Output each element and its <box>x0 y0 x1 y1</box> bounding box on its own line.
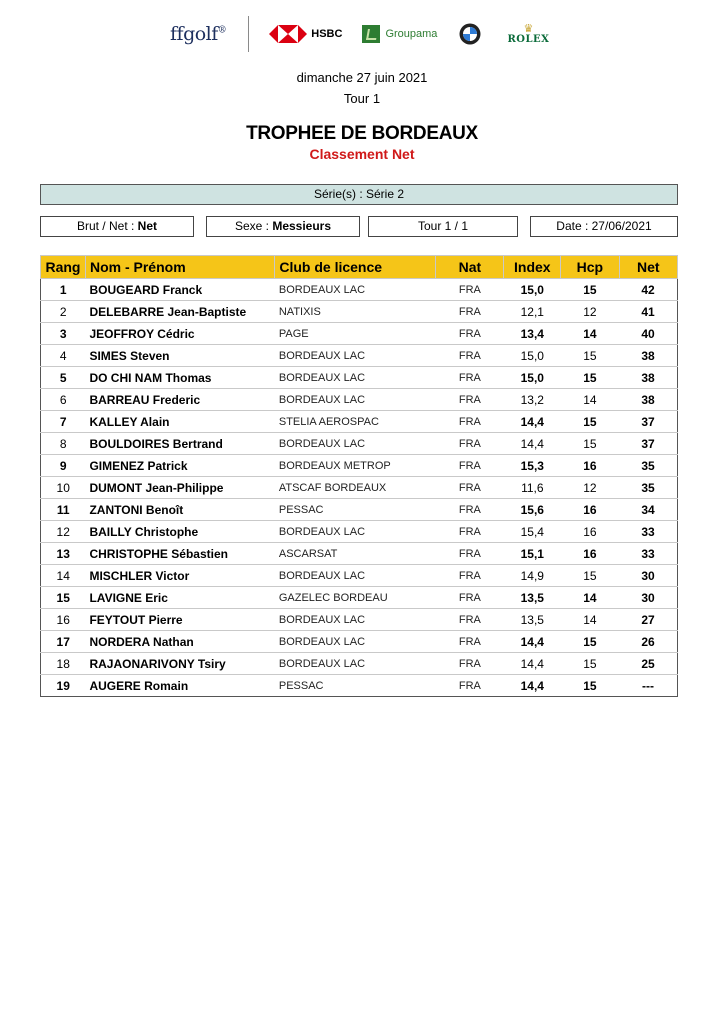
cell-index: 14,4 <box>504 411 561 433</box>
page-subtitle: Classement Net <box>309 146 415 162</box>
cell-name: FEYTOUT Pierre <box>85 609 274 631</box>
cell-rang: 8 <box>41 433 86 455</box>
cell-club: BORDEAUX LAC <box>275 631 436 653</box>
cell-nat: FRA <box>436 411 504 433</box>
bmw-logo-icon <box>459 23 481 45</box>
cell-hcp: 15 <box>561 653 619 675</box>
cell-club: ATSCAF BORDEAUX <box>275 477 436 499</box>
cell-nat: FRA <box>436 543 504 565</box>
cell-net: 40 <box>619 323 677 345</box>
cell-hcp: 15 <box>561 411 619 433</box>
event-round: Tour 1 <box>343 91 381 106</box>
cell-name: GIMENEZ Patrick <box>85 455 274 477</box>
cell-index: 15,0 <box>504 367 561 389</box>
cell-rang: 4 <box>41 345 86 367</box>
cell-name: BAILLY Christophe <box>85 521 274 543</box>
ffgolf-logo: ffgolf® <box>170 23 227 45</box>
header-rang: Rang <box>41 256 86 279</box>
cell-index: 11,6 <box>504 477 561 499</box>
table-row <box>41 499 678 521</box>
table-row <box>41 653 678 675</box>
cell-club: BORDEAUX LAC <box>275 521 436 543</box>
cell-club: BORDEAUX LAC <box>275 345 436 367</box>
cell-name: ZANTONI Benoît <box>85 499 274 521</box>
banner-divider <box>248 16 249 52</box>
cell-index: 14,4 <box>504 653 561 675</box>
cell-hcp: 14 <box>561 389 619 411</box>
table-row <box>41 411 678 433</box>
cell-net: 37 <box>619 411 677 433</box>
cell-hcp: 12 <box>561 477 619 499</box>
cell-index: 14,4 <box>504 675 561 697</box>
cell-net: 26 <box>619 631 677 653</box>
cell-nat: FRA <box>436 389 504 411</box>
brut-net-box: Brut / Net : Net <box>40 216 194 237</box>
cell-rang: 13 <box>41 543 86 565</box>
cell-hcp: 15 <box>561 631 619 653</box>
cell-club: BORDEAUX LAC <box>275 389 436 411</box>
cell-nat: FRA <box>436 609 504 631</box>
cell-rang: 7 <box>41 411 86 433</box>
cell-name: JEOFFROY Cédric <box>85 323 274 345</box>
cell-nat: FRA <box>436 323 504 345</box>
cell-rang: 5 <box>41 367 86 389</box>
tour-box: Tour 1 / 1 <box>368 216 518 237</box>
cell-club: STELIA AEROSPAC <box>275 411 436 433</box>
cell-net: 30 <box>619 565 677 587</box>
cell-rang: 10 <box>41 477 86 499</box>
cell-net: 37 <box>619 433 677 455</box>
cell-index: 13,5 <box>504 587 561 609</box>
cell-index: 13,4 <box>504 323 561 345</box>
cell-club: BORDEAUX LAC <box>275 653 436 675</box>
cell-club: ASCARSAT <box>275 543 436 565</box>
cell-net: 41 <box>619 301 677 323</box>
cell-net: 34 <box>619 499 677 521</box>
cell-name: DUMONT Jean-Philippe <box>85 477 274 499</box>
cell-index: 13,2 <box>504 389 561 411</box>
header-nat: Nat <box>436 256 504 279</box>
cell-hcp: 16 <box>561 521 619 543</box>
cell-index: 14,9 <box>504 565 561 587</box>
cell-hcp: 15 <box>561 367 619 389</box>
cell-rang: 3 <box>41 323 86 345</box>
table-row <box>41 301 678 323</box>
table-row <box>41 631 678 653</box>
table-row <box>41 675 678 697</box>
cell-hcp: 15 <box>561 345 619 367</box>
cell-net: 25 <box>619 653 677 675</box>
cell-name: DELEBARRE Jean-Baptiste <box>85 301 274 323</box>
cell-rang: 17 <box>41 631 86 653</box>
groupama-icon <box>362 25 380 43</box>
cell-nat: FRA <box>436 301 504 323</box>
cell-nat: FRA <box>436 587 504 609</box>
sponsor-banner <box>152 8 580 60</box>
series-bar: Série(s) : Série 2 <box>40 184 678 205</box>
cell-index: 15,6 <box>504 499 561 521</box>
cell-nat: FRA <box>436 345 504 367</box>
cell-index: 14,4 <box>504 631 561 653</box>
cell-club: BORDEAUX LAC <box>275 433 436 455</box>
cell-name: MISCHLER Victor <box>85 565 274 587</box>
cell-index: 12,1 <box>504 301 561 323</box>
cell-rang: 16 <box>41 609 86 631</box>
cell-nat: FRA <box>436 565 504 587</box>
cell-name: DO CHI NAM Thomas <box>85 367 274 389</box>
cell-hcp: 15 <box>561 565 619 587</box>
table-row <box>41 587 678 609</box>
hsbc-logo: HSBC <box>269 25 342 43</box>
cell-club: BORDEAUX METROP <box>275 455 436 477</box>
cell-net: 38 <box>619 367 677 389</box>
rolex-logo: ♛ ROLEX <box>507 21 550 45</box>
header-nom: Nom - Prénom <box>85 256 274 279</box>
cell-club: NATIXIS <box>275 301 436 323</box>
cell-nat: FRA <box>436 675 504 697</box>
results-body <box>41 279 678 697</box>
cell-hcp: 14 <box>561 323 619 345</box>
table-row <box>41 543 678 565</box>
cell-club: BORDEAUX LAC <box>275 609 436 631</box>
table-header-row <box>41 256 678 279</box>
cell-hcp: 14 <box>561 587 619 609</box>
date-box: Date : 27/06/2021 <box>530 216 678 237</box>
cell-nat: FRA <box>436 279 504 301</box>
cell-name: BOUGEARD Franck <box>85 279 274 301</box>
cell-name: CHRISTOPHE Sébastien <box>85 543 274 565</box>
cell-rang: 14 <box>41 565 86 587</box>
cell-net: 30 <box>619 587 677 609</box>
results-table <box>40 255 678 697</box>
cell-hcp: 12 <box>561 301 619 323</box>
cell-hcp: 15 <box>561 675 619 697</box>
cell-index: 15,1 <box>504 543 561 565</box>
cell-nat: FRA <box>436 521 504 543</box>
cell-rang: 12 <box>41 521 86 543</box>
table-row <box>41 345 678 367</box>
cell-club: PESSAC <box>275 675 436 697</box>
cell-nat: FRA <box>436 477 504 499</box>
hsbc-hexagon-icon <box>269 25 307 43</box>
cell-index: 14,4 <box>504 433 561 455</box>
cell-nat: FRA <box>436 653 504 675</box>
crown-icon: ♛ <box>523 21 534 35</box>
cell-rang: 9 <box>41 455 86 477</box>
cell-rang: 6 <box>41 389 86 411</box>
cell-rang: 11 <box>41 499 86 521</box>
groupama-logo: Groupama <box>362 25 437 43</box>
cell-hcp: 16 <box>561 455 619 477</box>
cell-name: BARREAU Frederic <box>85 389 274 411</box>
table-row <box>41 521 678 543</box>
cell-rang: 1 <box>41 279 86 301</box>
cell-net: 33 <box>619 543 677 565</box>
cell-rang: 18 <box>41 653 86 675</box>
cell-hcp: 14 <box>561 609 619 631</box>
cell-name: NORDERA Nathan <box>85 631 274 653</box>
page-title: TROPHEE DE BORDEAUX <box>246 123 478 144</box>
cell-nat: FRA <box>436 367 504 389</box>
cell-name: BOULDOIRES Bertrand <box>85 433 274 455</box>
table-row <box>41 389 678 411</box>
table-row <box>41 609 678 631</box>
cell-net: 33 <box>619 521 677 543</box>
cell-rang: 15 <box>41 587 86 609</box>
cell-hcp: 16 <box>561 543 619 565</box>
table-row <box>41 367 678 389</box>
cell-index: 15,3 <box>504 455 561 477</box>
sexe-box: Sexe : Messieurs <box>206 216 360 237</box>
table-row <box>41 455 678 477</box>
cell-hcp: 16 <box>561 499 619 521</box>
cell-hcp: 15 <box>561 279 619 301</box>
cell-nat: FRA <box>436 455 504 477</box>
cell-net: --- <box>619 675 677 697</box>
header-index: Index <box>504 256 561 279</box>
cell-net: 42 <box>619 279 677 301</box>
cell-nat: FRA <box>436 499 504 521</box>
cell-club: PESSAC <box>275 499 436 521</box>
cell-net: 35 <box>619 477 677 499</box>
table-row <box>41 477 678 499</box>
cell-index: 13,5 <box>504 609 561 631</box>
header-hcp: Hcp <box>561 256 619 279</box>
cell-name: LAVIGNE Eric <box>85 587 274 609</box>
header-net: Net <box>619 256 677 279</box>
cell-club: BORDEAUX LAC <box>275 367 436 389</box>
cell-name: SIMES Steven <box>85 345 274 367</box>
cell-club: BORDEAUX LAC <box>275 279 436 301</box>
cell-net: 38 <box>619 389 677 411</box>
cell-rang: 19 <box>41 675 86 697</box>
cell-index: 15,0 <box>504 345 561 367</box>
header-club: Club de licence <box>275 256 436 279</box>
cell-net: 38 <box>619 345 677 367</box>
cell-club: PAGE <box>275 323 436 345</box>
table-row <box>41 433 678 455</box>
cell-club: GAZELEC BORDEAU <box>275 587 436 609</box>
cell-name: AUGERE Romain <box>85 675 274 697</box>
cell-nat: FRA <box>436 433 504 455</box>
cell-name: KALLEY Alain <box>85 411 274 433</box>
cell-net: 27 <box>619 609 677 631</box>
cell-rang: 2 <box>41 301 86 323</box>
table-row <box>41 323 678 345</box>
event-date: dimanche 27 juin 2021 <box>296 70 428 85</box>
cell-net: 35 <box>619 455 677 477</box>
cell-nat: FRA <box>436 631 504 653</box>
cell-hcp: 15 <box>561 433 619 455</box>
table-row <box>41 279 678 301</box>
cell-index: 15,4 <box>504 521 561 543</box>
cell-name: RAJAONARIVONY Tsiry <box>85 653 274 675</box>
cell-index: 15,0 <box>504 279 561 301</box>
table-row <box>41 565 678 587</box>
cell-club: BORDEAUX LAC <box>275 565 436 587</box>
